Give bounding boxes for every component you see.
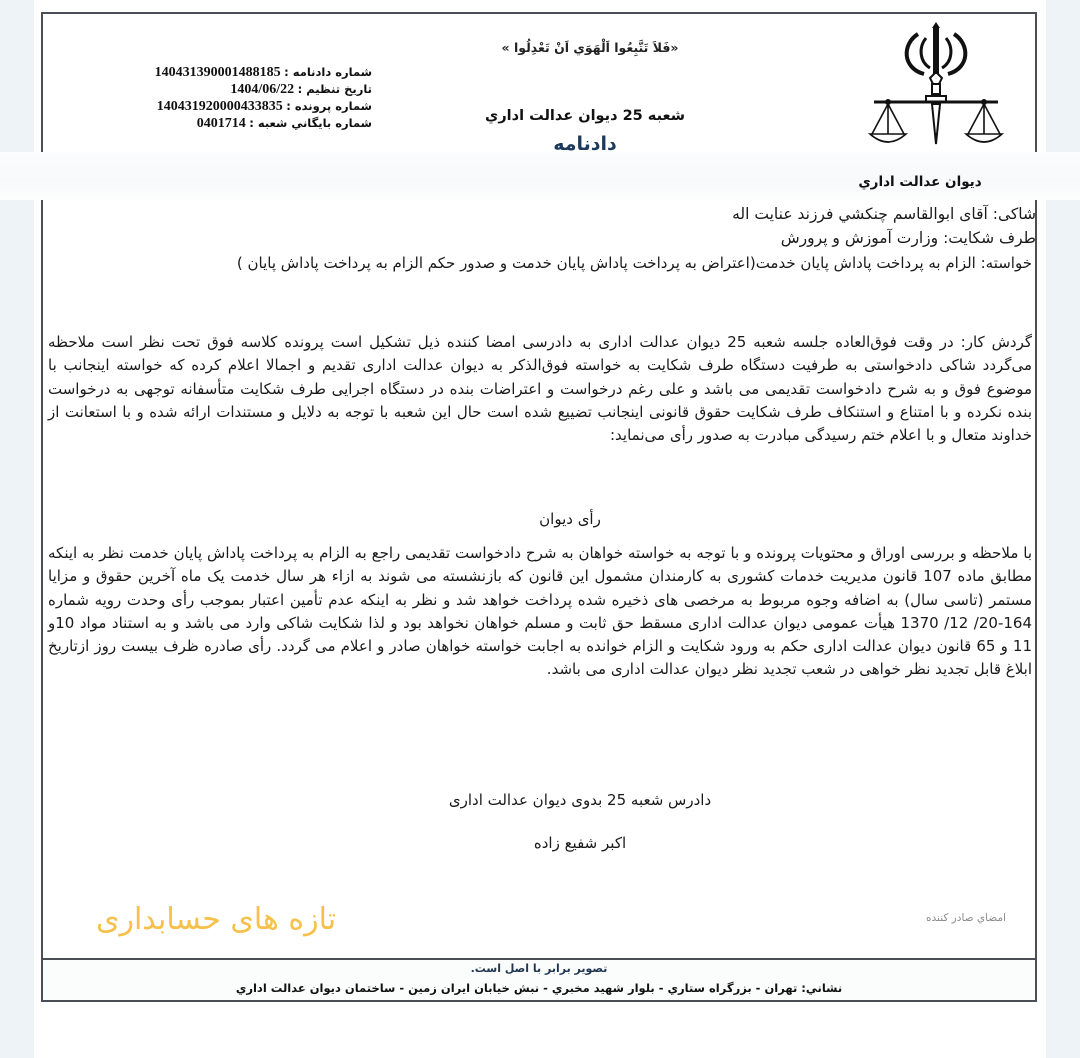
watermark-text: تازه های حسابداری — [96, 902, 337, 937]
document-title: دادنامه — [553, 133, 617, 155]
quran-verse: «فَلاَ تَتَّبِعُوا اَلْهَوَي اَنْ تَعْدِلُوا » — [501, 40, 679, 55]
issuer-signature-label: امضاي صادر كننده — [926, 912, 1006, 924]
verdict-heading: رأی دیوان — [539, 510, 601, 528]
certified-copy-note: تصوير برابر با اصل است. — [470, 962, 608, 975]
request: خواسته: الزام به پرداخت پاداش پایان خدمت(اعتراض به پرداخت پاداش پایان خدمت و صدور حکم الزام به پرداخت پاداش پایان ) — [236, 254, 1032, 272]
verdict-number-value: 140431390001488185 — [154, 65, 281, 80]
defendant: طرف شکایت: وزارت آموزش و پرورش — [780, 229, 1036, 247]
meta-verdict-number: شماره دادنامه : 140431390001488185 — [154, 65, 372, 80]
judge-title: دادرس شعبه 25 بدوی دیوان عدالت اداری — [448, 791, 712, 809]
case-metadata — [122, 64, 372, 132]
judge-name: اکبر شفیع زاده — [533, 834, 627, 852]
verdict-paragraph: با ملاحظه و بررسی اوراق و محتویات پرونده و با توجه به خواسته خواهان به شرح دادخواست تقدیمی راجع به الزام به پرداخت پاداش پایان خدمت نظر به اینکه مطابق ماده 107 قانون مدیریت خدمات کشوری به کارمندان مشمول این قانون که بازنشسته می شوند به ازاء هر سال خدمت یک ماه آخرین حقوق و مزایا مستمر (تاسی سال) به اضافه وجوه مربوط به مرخصی های ذخیره شده پرداخت خواهد شد و نظر به اینکه عدم تأمین اعتبار بموجب رأی وحدت رویه شماره 164-20/ 12/ 1370 هیأت عمومی دیوان عدالت اداری مسقط حق ثابت و مسلم خواهان نخواهد بود و لذا شکایت شاکی وارد می باشد و به استناد مواد 10و 11 و 65 قانون دیوان عدالت اداری حکم به ورود شکایت و الزام خوانده به اجابت خواسته خواهان صادر و اعلام می گردد. رأی صادره ظرف بیست روز ازتاریخ ابلاغ قابل تجدید نظر خواهی در شعب تجدید نظر دیوان عدالت اداری می باشد. — [48, 544, 1033, 679]
court-address: نشاني: تهران - بزرگراه ستاري - بلوار شهيد مخبري - نبش خيابان ايران زمين - ساختمان ديوان عدالت اداري — [235, 981, 843, 995]
meta-archive-number: شماره بايگاني شعبه : 0401714 — [196, 116, 372, 131]
meta-file-number: شماره پرونده : 140431920000433835 — [156, 99, 372, 114]
procedure-paragraph: گردش کار: در وقت فوق‌العاده جلسه شعبه 25 دیوان عدالت اداری به دادرسی امضا کننده ذیل تشکیل است پرونده کلاسه فوق تحت نظر است ملاحظه می‌گردد شاکی دادخواستی به طرفیت دستگاه طرف شکایت به خواسته فوق‌الذکر به دیوان عدالت اداری تقدیم و اجمالا اعلام کرده که خواسته اینجانب با موضوع فوق و به شرح دادخواست تقدیمی می باشد و علی رغم درخواست و اعتراضات بنده در دستگاه اجرایی طرف شکایت متأسفانه توجهی به درخواست بنده نکرده و با امتناع و استنکاف طرف شکایت حقوق قانونی اینجانب تضییع شده است حال این شعبه با توجه به دلایل و مستندات ارائه شده و با استعانت از خداوند متعال و با اعلام ختم رسیدگی مبادرت به صدور رأی می‌نماید: — [48, 333, 1032, 445]
meta-date: تاريخ تنظيم : 1404/06/22 — [230, 82, 372, 97]
court-branch: شعبه 25 ديوان عدالت اداري — [485, 108, 685, 124]
emblem-label: ديوان عدالت اداري — [858, 174, 982, 190]
scales-of-justice-emblem-icon — [866, 22, 1006, 147]
complainant: شاکی: آقای ابوالقاسم چنکشي فرزند عنایت اله — [732, 205, 1036, 223]
